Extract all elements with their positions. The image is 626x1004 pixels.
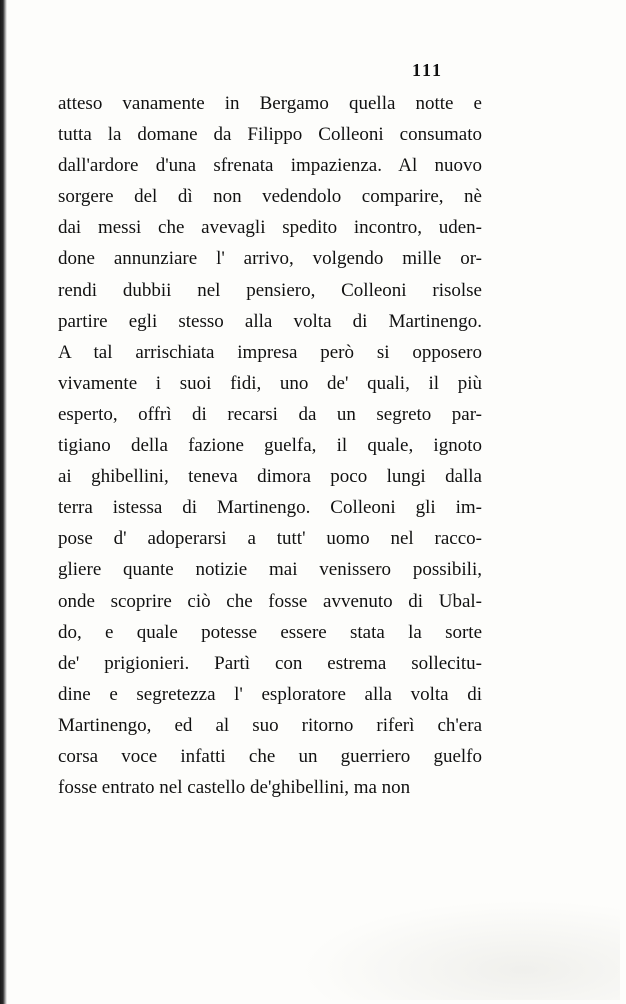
text-line: done annunziare l' arrivo, volgendo mille or- [58,248,482,270]
text-line: pose d' adoperarsi a tutt' uomo nel racco- [58,528,482,550]
page-binding-edge [0,0,7,1004]
paper-stain [300,900,620,1000]
text-line: sorgere del dì non vedendolo comparire, nè [58,186,482,208]
text-line: rendi dubbii nel pensiero, Colleoni risolse [58,279,482,301]
text-line: tigiano della fazione guelfa, il quale, ignoto [58,435,482,457]
text-line: esperto, offrì di recarsi da un segreto par- [58,403,482,425]
text-line: gliere quante notizie mai venissero possibili, [58,559,482,581]
text-line: dai messi che avevagli spedito incontro, uden- [58,217,482,239]
text-line: dine e segretezza l' esploratore alla volta di [58,683,482,705]
text-line: onde scoprire ciò che fosse avvenuto di Ubal- [58,590,482,612]
text-line: tutta la domane da Filippo Colleoni consumato [58,124,482,146]
text-line: partire egli stesso alla volta di Martinengo. [58,310,482,332]
text-line: de' prigionieri. Partì con estrema sollecitu- [58,652,482,674]
text-line: Martinengo, ed al suo ritorno riferì ch'era [58,714,482,736]
body-text [58,88,482,803]
text-line: A tal arrischiata impresa però si opposero [58,341,482,363]
page-number: 111 [412,60,444,80]
text-line: corsa voce infatti che un guerriero guelfo [58,745,482,767]
text-line: dall'ardore d'una sfrenata impazienza. Al nuovo [58,155,482,177]
text-line: do, e quale potesse essere stata la sorte [58,621,482,643]
text-line: fosse entrato nel castello de'ghibellini, ma non [58,777,411,799]
text-line: vivamente i suoi fidi, uno de' quali, il più [58,372,482,394]
text-line: ai ghibellini, teneva dimora poco lungi dalla [58,466,482,488]
text-line: atteso vanamente in Bergamo quella notte e [58,93,482,114]
text-line: terra istessa di Martinengo. Colleoni gli im- [58,497,482,519]
